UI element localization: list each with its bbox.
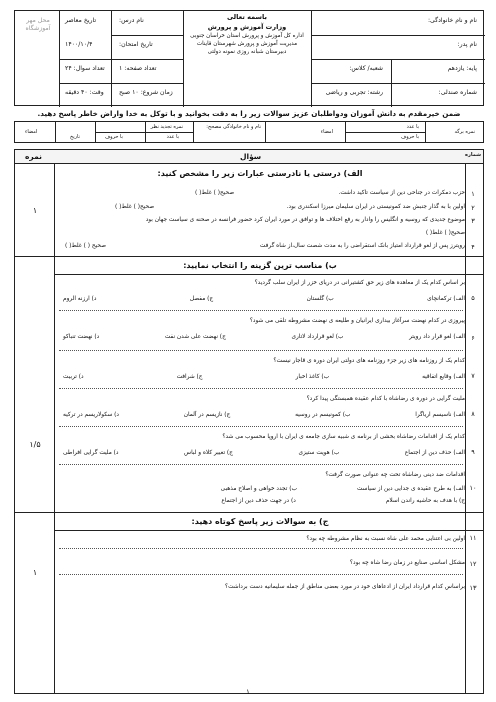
page-count-label: تعداد صفحه: ۱ [119,65,157,72]
section-c-title: ج) به سوالات زیر پاسخ کوتاه دهید: [191,517,329,526]
option-c[interactable]: ج) نهضت علی شدن نفت [164,334,226,340]
question-text: بر اساس کدام یک از معاهده های زیر حق کشتیرانی در دریای خزر از ایران سلب گردید؟ [254,280,465,286]
score-column [15,150,55,693]
option-c[interactable]: ج) مفصل [189,296,214,302]
question-count-label: تعداد سوال: ۲۴ [65,65,105,72]
question-number: ۷ [471,372,475,380]
answer-options [63,498,465,504]
option-b[interactable]: ب) تجدد خواهی و اصلاح مذهبی [220,486,297,492]
option-a[interactable]: الف) ترکمانچای [427,296,465,302]
grade-label: پایه: یازدهم [447,65,477,72]
option-d[interactable]: د) ملیت گرایی افراطی [63,450,119,456]
question-number: ۳ [471,217,475,225]
exam-date-label: تاریخ امتحان: [119,41,153,48]
question-text: کدام یک از اقدامات رضاشاه بخشی از برنامه ی شبیه سازی جامعه ی ایران با اروپا محسوب می شد؟ [222,434,465,440]
question-number: ۲ [471,204,475,212]
question-text: کدام یک از روزنامه های زیر جزء روزنامه های دولتی ایران دوره ی قاجار نیست؟ [273,358,465,364]
section-a-score: ۱ [32,206,38,215]
score-by-number-label: با عدد [406,124,419,130]
col-score-header: نمره [25,152,42,161]
title-department: اداره کل آموزش و پرورش استان خراسان جنوبی [190,33,304,40]
question-text: اقدامات ضد دینی رضاشاه تحت چه عنوانی صورت گرفت؟ [325,472,465,478]
question-text: پیروزی در کدام نهضت سرآغاز بیداری ایرانیان و طلیعه ی نهضت مشروطه تلقی می شود؟ [249,318,465,324]
title-management: مدیریت آموزش و پرورش شهرستان قاینات [196,41,298,48]
option-a[interactable]: الف) وقایع اتفاقیه [422,374,465,380]
answer-options [63,374,465,380]
class-label: شعبه/ کلاس: [349,65,383,72]
option-a[interactable]: الف) لغو قرار داد رویتر [409,334,465,340]
option-d[interactable]: د) سکولاریسم در ترکیه [63,412,119,418]
answer-options [63,334,465,340]
signature-field-label: امضاء [25,129,38,135]
section-a-title: الف) درستی یا نادرستی عبارات زیر را مشخص کنید: [157,169,363,178]
score-by-letter-label: با حروف [401,134,419,140]
question-number: ۸ [471,410,475,418]
questions-table [14,149,484,694]
field-label: رشته: تجربی و ریاضی [325,89,383,96]
question-number: ۹ [471,448,475,456]
col-question-header: سؤال [240,152,262,161]
school-stamp-area: محل مهر آموزشگاه [25,17,51,32]
question-text: ملیت گرایی در دوره ی رضاشاه با کدام عقیده همبستگی پیدا کرد؟ [306,396,465,402]
answer-options [63,296,465,302]
date-field-label: تاریخ [70,134,80,140]
true-false-options[interactable]: صحیح( ) غلط( ) [115,204,155,210]
option-a[interactable]: الف) حذف دین از اجتماع [404,450,465,456]
exam-header [14,10,484,106]
question-number: ۱۰ [469,484,477,492]
sheet-score-label: نمره برگه [454,129,475,135]
option-a[interactable]: الف) به طرح عقیده ی جدایی دین از سیاست [356,486,465,492]
question-number: ۱ [471,190,475,198]
question-number: ۱۱ [469,534,477,542]
date-label: تاریخ معاصر [65,17,97,24]
question-text: موضوع جدیدی که روسیه و انگلیس را وادار به رفع اختلاف ها و توافق در مورد ایران کرد حضور فرانسه در صحنه ی سیاست جهان بود [145,217,465,223]
answer-options [63,450,465,456]
option-d[interactable]: د) ارزنه الروم [63,296,97,302]
true-false-options[interactable]: صحیح ( ) غلط( ) [65,243,107,249]
option-c[interactable]: ج) نازیسم در آلمان [183,412,231,418]
question-text: رویترز پس از لغو قرارداد امتیاز بانک استقراضی را به مدت شصت سال،از شاه گرفت [259,243,465,249]
section-c-score: ۱ [32,568,38,577]
question-number: ۱۳ [469,584,477,592]
revised-by-number-label: با عدد [166,134,179,140]
question-number: ۵ [471,294,475,302]
teacher-signature-label: امضاء [320,129,333,135]
col-number-header: شماره [465,152,481,158]
exam-page [14,10,484,696]
option-c[interactable]: ج) تغییر کلاه و لباس [184,450,233,456]
option-a[interactable]: الف) ناسیسم اریاگرا [415,412,465,418]
exam-notice: ضمن خیرمقدم به دانش آموزان ودواطلبان عزیز سوالات زیر را به دقت بخوانید و با توکل به خدا واراض خاطر پاسخ دهید. [37,109,461,118]
grader-name-label: نام و نام خانوادگی مصحح: [206,124,261,130]
option-c[interactable]: ج) شرافت [176,374,203,380]
duration-label: وقت: ۴۰ دقیقه [65,89,104,96]
true-false-options[interactable]: صحیح( ) غلط( ) [425,230,465,236]
exam-title-block [187,13,307,56]
question-number: ۴ [471,243,475,251]
question-text: اولین با به گذار جنبش ضد کمونیستی در ایران سلیمان میرزا اسکندری بود. [286,204,465,210]
start-time-label: زمان شروع: ۱۰ صبح [119,89,173,96]
option-d[interactable]: د) تربیت [63,374,84,380]
grading-row [14,121,484,143]
question-number: ۱۲ [469,560,477,568]
section-b-score: ۱/۵ [29,440,41,449]
option-c[interactable]: ج) با هدف به حاشیه راندن اسلام [385,498,465,504]
section-b-title: ب) مناسب ترین گزینه را انتخاب نمایید: [183,261,337,270]
question-text: براساس کدام قرارداد ایران از ادعاهای خود در مورد بعضی مناطق از جمله سلیمانیه دست برداشت؟ [225,584,465,590]
student-name-label: نام و نام خانوادگی: [427,17,477,24]
answer-options [63,412,465,418]
question-text: اولین بی اعتنایی محمد علی شاه نسبت به نظام مشروطه چه بود؟ [306,536,465,542]
revised-score-label: نمره تجدید نظر [150,124,183,130]
question-number: ۶ [471,334,475,342]
true-false-options[interactable]: صحیح( ) غلط( ) [195,190,235,196]
option-b[interactable]: ب) هویت ستیزی [298,450,340,456]
question-text: مشکل اساسی صنایع در زمان رضا شاه چه بود؟ [349,560,465,566]
revised-by-letter-label: با حروف [105,134,123,140]
option-b[interactable]: ب) کمونیسم در روسیه [295,412,351,418]
option-b[interactable]: ب) کاغذ اخبار [295,374,330,380]
table-header [15,150,483,164]
option-b[interactable]: ب) گلستان [306,296,334,302]
option-d[interactable]: د) در جهت حذف دین از اجتماع [221,498,296,504]
answer-options [63,486,465,492]
page-number: ۱ [246,688,250,696]
subject-label: نام درس: [119,17,144,24]
exam-date-value: ۱۴۰۰/۱۰/۴ [65,41,93,48]
question-text: حزب دمکرات در جناحی دین از سیاست تاکید داشت. [338,190,465,196]
father-name-label: نام پدر: [457,41,477,48]
seat-number-label: شماره صندلی: [438,89,477,96]
option-b[interactable]: ب) لغو قرارداد لاتاری [291,334,344,340]
title-ministry: وزارت آموزش و پرورش [207,22,287,31]
title-school: دبیرستان شبانه روزی نمونه دولتی [207,49,287,56]
number-column [465,150,483,693]
option-d[interactable]: د) نهضت تنباکو [63,334,100,340]
title-basmeh: باسمه تعالی [227,13,267,21]
